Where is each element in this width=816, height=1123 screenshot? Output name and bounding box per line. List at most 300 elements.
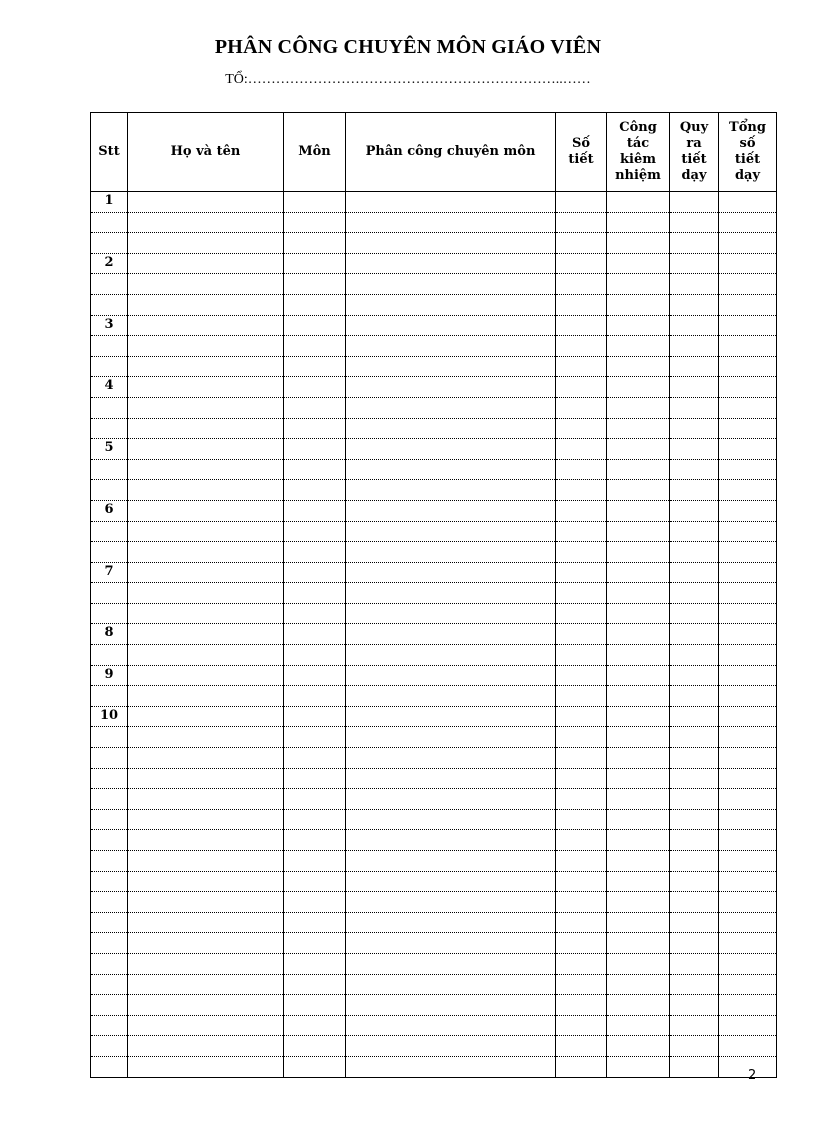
- blank-cell: [556, 212, 607, 233]
- blank-cell: [284, 1015, 346, 1036]
- blank-cell: [346, 253, 556, 274]
- blank-cell: [346, 439, 556, 460]
- row-number-cell: [91, 933, 128, 954]
- blank-cell: [556, 953, 607, 974]
- blank-cell: [670, 665, 719, 686]
- blank-cell: [719, 500, 777, 521]
- blank-cell: [284, 542, 346, 563]
- blank-cell: [607, 377, 670, 398]
- table-row: [91, 1056, 777, 1077]
- blank-cell: [607, 1015, 670, 1036]
- row-number-cell: 9: [91, 665, 128, 686]
- row-number-cell: [91, 542, 128, 563]
- blank-cell: [284, 253, 346, 274]
- blank-cell: [556, 706, 607, 727]
- blank-cell: [670, 995, 719, 1016]
- table-row: [91, 624, 777, 645]
- blank-cell: [670, 1015, 719, 1036]
- blank-cell: [128, 953, 284, 974]
- table-row: [91, 212, 777, 233]
- blank-cell: [719, 871, 777, 892]
- blank-cell: [346, 562, 556, 583]
- row-number-cell: [91, 995, 128, 1016]
- blank-cell: [556, 439, 607, 460]
- table-row: [91, 809, 777, 830]
- blank-cell: [607, 706, 670, 727]
- blank-cell: [284, 418, 346, 439]
- blank-cell: [670, 253, 719, 274]
- blank-cell: [284, 500, 346, 521]
- blank-cell: [556, 686, 607, 707]
- blank-cell: [719, 274, 777, 295]
- blank-cell: [346, 995, 556, 1016]
- blank-cell: [284, 768, 346, 789]
- blank-cell: [128, 851, 284, 872]
- blank-cell: [719, 809, 777, 830]
- row-number-cell: [91, 768, 128, 789]
- blank-cell: [284, 294, 346, 315]
- blank-cell: [556, 500, 607, 521]
- table-row: [91, 356, 777, 377]
- blank-cell: [719, 933, 777, 954]
- blank-cell: [556, 459, 607, 480]
- assignment-table: [90, 112, 777, 1078]
- blank-cell: [346, 315, 556, 336]
- blank-cell: [346, 830, 556, 851]
- blank-cell: [556, 377, 607, 398]
- blank-cell: [607, 315, 670, 336]
- row-number-cell: [91, 789, 128, 810]
- blank-cell: [556, 727, 607, 748]
- row-number-cell: [91, 583, 128, 604]
- blank-cell: [346, 789, 556, 810]
- blank-cell: [719, 397, 777, 418]
- blank-cell: [346, 459, 556, 480]
- table-row: [91, 851, 777, 872]
- blank-cell: [607, 665, 670, 686]
- row-number-cell: [91, 1056, 128, 1077]
- blank-cell: [719, 562, 777, 583]
- blank-cell: [607, 294, 670, 315]
- blank-cell: [607, 1036, 670, 1057]
- row-number-cell: 5: [91, 439, 128, 460]
- table-row: [91, 1036, 777, 1057]
- blank-cell: [556, 665, 607, 686]
- blank-cell: [346, 706, 556, 727]
- blank-cell: [128, 1036, 284, 1057]
- blank-cell: [556, 912, 607, 933]
- blank-cell: [284, 192, 346, 213]
- blank-cell: [556, 480, 607, 501]
- blank-cell: [284, 397, 346, 418]
- blank-cell: [556, 871, 607, 892]
- blank-cell: [719, 418, 777, 439]
- blank-cell: [719, 356, 777, 377]
- blank-cell: [670, 974, 719, 995]
- blank-cell: [128, 418, 284, 439]
- blank-cell: [128, 892, 284, 913]
- table-row: [91, 706, 777, 727]
- blank-cell: [346, 912, 556, 933]
- blank-cell: [284, 603, 346, 624]
- blank-cell: [607, 851, 670, 872]
- blank-cell: [607, 192, 670, 213]
- blank-cell: [556, 356, 607, 377]
- blank-cell: [284, 830, 346, 851]
- table-row: [91, 974, 777, 995]
- blank-cell: [556, 562, 607, 583]
- blank-cell: [719, 1015, 777, 1036]
- table-row: [91, 645, 777, 666]
- table-row: [91, 789, 777, 810]
- blank-cell: [284, 809, 346, 830]
- blank-cell: [556, 748, 607, 769]
- column-header: Số tiết: [556, 113, 607, 192]
- row-number-cell: [91, 645, 128, 666]
- blank-cell: [284, 851, 346, 872]
- blank-cell: [128, 315, 284, 336]
- row-number-cell: [91, 892, 128, 913]
- table-row: [91, 933, 777, 954]
- blank-cell: [607, 500, 670, 521]
- blank-cell: [670, 542, 719, 563]
- blank-cell: [346, 397, 556, 418]
- row-number-cell: [91, 871, 128, 892]
- blank-cell: [346, 665, 556, 686]
- blank-cell: [607, 459, 670, 480]
- blank-cell: [670, 397, 719, 418]
- blank-cell: [346, 500, 556, 521]
- blank-cell: [670, 871, 719, 892]
- column-header: Môn: [284, 113, 346, 192]
- blank-cell: [346, 892, 556, 913]
- row-number-cell: [91, 748, 128, 769]
- blank-cell: [284, 274, 346, 295]
- blank-cell: [556, 995, 607, 1016]
- blank-cell: [670, 624, 719, 645]
- blank-cell: [556, 933, 607, 954]
- table-row: [91, 542, 777, 563]
- table-row: [91, 830, 777, 851]
- row-number-cell: [91, 974, 128, 995]
- blank-cell: [346, 356, 556, 377]
- blank-cell: [128, 356, 284, 377]
- blank-cell: [719, 974, 777, 995]
- team-line: TỔ:…………………………………………………………..……: [225, 72, 591, 87]
- table-row: [91, 459, 777, 480]
- blank-cell: [607, 809, 670, 830]
- blank-cell: [346, 274, 556, 295]
- blank-cell: [607, 480, 670, 501]
- blank-cell: [128, 603, 284, 624]
- blank-cell: [607, 336, 670, 357]
- blank-cell: [346, 1056, 556, 1077]
- blank-cell: [128, 1056, 284, 1077]
- blank-cell: [346, 603, 556, 624]
- row-number-cell: [91, 397, 128, 418]
- row-number-cell: [91, 418, 128, 439]
- blank-cell: [719, 336, 777, 357]
- blank-cell: [607, 953, 670, 974]
- blank-cell: [284, 521, 346, 542]
- blank-cell: [670, 356, 719, 377]
- blank-cell: [719, 727, 777, 748]
- table-row: [91, 995, 777, 1016]
- blank-cell: [284, 562, 346, 583]
- blank-cell: [346, 480, 556, 501]
- blank-cell: [128, 624, 284, 645]
- row-number-cell: [91, 233, 128, 254]
- row-number-cell: [91, 686, 128, 707]
- blank-cell: [719, 1036, 777, 1057]
- document-title: PHÂN CÔNG CHUYÊN MÔN GIÁO VIÊN: [214, 36, 602, 58]
- blank-cell: [719, 603, 777, 624]
- blank-cell: [556, 1015, 607, 1036]
- blank-cell: [128, 459, 284, 480]
- blank-cell: [346, 233, 556, 254]
- table-row: [91, 603, 777, 624]
- blank-cell: [346, 645, 556, 666]
- blank-cell: [128, 500, 284, 521]
- blank-cell: [346, 542, 556, 563]
- blank-cell: [670, 294, 719, 315]
- blank-cell: [556, 336, 607, 357]
- blank-cell: [670, 233, 719, 254]
- blank-cell: [719, 439, 777, 460]
- blank-cell: [128, 768, 284, 789]
- blank-cell: [719, 953, 777, 974]
- blank-cell: [556, 583, 607, 604]
- row-number-cell: [91, 809, 128, 830]
- blank-cell: [607, 397, 670, 418]
- blank-cell: [284, 377, 346, 398]
- blank-cell: [670, 727, 719, 748]
- blank-cell: [607, 212, 670, 233]
- blank-cell: [670, 336, 719, 357]
- blank-cell: [670, 892, 719, 913]
- blank-cell: [670, 851, 719, 872]
- blank-cell: [719, 480, 777, 501]
- blank-cell: [284, 1056, 346, 1077]
- table-row: [91, 274, 777, 295]
- row-number-cell: [91, 336, 128, 357]
- page-number: 2: [748, 1068, 757, 1083]
- row-number-cell: [91, 953, 128, 974]
- row-number-cell: 7: [91, 562, 128, 583]
- blank-cell: [607, 253, 670, 274]
- blank-cell: [670, 377, 719, 398]
- blank-cell: [128, 871, 284, 892]
- blank-cell: [128, 706, 284, 727]
- blank-cell: [719, 665, 777, 686]
- blank-cell: [128, 933, 284, 954]
- blank-cell: [607, 418, 670, 439]
- blank-cell: [284, 459, 346, 480]
- row-number-cell: 1: [91, 192, 128, 213]
- blank-cell: [556, 768, 607, 789]
- blank-cell: [719, 624, 777, 645]
- blank-cell: [128, 830, 284, 851]
- blank-cell: [556, 315, 607, 336]
- blank-cell: [670, 562, 719, 583]
- table-row: [91, 521, 777, 542]
- blank-cell: [346, 953, 556, 974]
- blank-cell: [556, 851, 607, 872]
- blank-cell: [719, 645, 777, 666]
- blank-cell: [284, 727, 346, 748]
- blank-cell: [607, 233, 670, 254]
- blank-cell: [719, 192, 777, 213]
- blank-cell: [719, 233, 777, 254]
- blank-cell: [128, 727, 284, 748]
- blank-cell: [346, 851, 556, 872]
- row-number-cell: [91, 356, 128, 377]
- blank-cell: [346, 748, 556, 769]
- blank-cell: [719, 912, 777, 933]
- column-header: Stt: [91, 113, 128, 192]
- blank-cell: [346, 871, 556, 892]
- blank-cell: [346, 727, 556, 748]
- blank-cell: [346, 521, 556, 542]
- blank-cell: [284, 706, 346, 727]
- table-body: [91, 192, 777, 1078]
- blank-cell: [670, 706, 719, 727]
- blank-cell: [607, 603, 670, 624]
- row-number-cell: 6: [91, 500, 128, 521]
- blank-cell: [346, 809, 556, 830]
- blank-cell: [719, 789, 777, 810]
- table-row: [91, 562, 777, 583]
- table-row: [91, 912, 777, 933]
- column-header: Công tác kiêm nhiệm: [607, 113, 670, 192]
- blank-cell: [670, 192, 719, 213]
- row-number-cell: 10: [91, 706, 128, 727]
- blank-cell: [556, 542, 607, 563]
- blank-cell: [128, 253, 284, 274]
- blank-cell: [346, 377, 556, 398]
- blank-cell: [607, 583, 670, 604]
- blank-cell: [556, 294, 607, 315]
- row-number-cell: 2: [91, 253, 128, 274]
- blank-cell: [128, 645, 284, 666]
- blank-cell: [670, 583, 719, 604]
- blank-cell: [556, 1036, 607, 1057]
- blank-cell: [128, 974, 284, 995]
- blank-cell: [607, 830, 670, 851]
- blank-cell: [719, 583, 777, 604]
- blank-cell: [607, 768, 670, 789]
- blank-cell: [719, 768, 777, 789]
- blank-cell: [670, 748, 719, 769]
- blank-cell: [284, 356, 346, 377]
- blank-cell: [284, 953, 346, 974]
- blank-cell: [719, 521, 777, 542]
- blank-cell: [556, 1056, 607, 1077]
- blank-cell: [556, 274, 607, 295]
- blank-cell: [607, 645, 670, 666]
- table-row: [91, 294, 777, 315]
- blank-cell: [346, 624, 556, 645]
- blank-cell: [670, 459, 719, 480]
- blank-cell: [670, 315, 719, 336]
- blank-cell: [556, 789, 607, 810]
- blank-cell: [284, 233, 346, 254]
- blank-cell: [607, 748, 670, 769]
- blank-cell: [128, 439, 284, 460]
- blank-cell: [128, 233, 284, 254]
- blank-cell: [284, 912, 346, 933]
- column-header: Tổng số tiết dạy: [719, 113, 777, 192]
- blank-cell: [670, 212, 719, 233]
- table-row: [91, 953, 777, 974]
- blank-cell: [128, 809, 284, 830]
- blank-cell: [284, 336, 346, 357]
- blank-cell: [284, 315, 346, 336]
- blank-cell: [284, 789, 346, 810]
- blank-cell: [128, 912, 284, 933]
- blank-cell: [607, 974, 670, 995]
- blank-cell: [607, 892, 670, 913]
- blank-cell: [556, 192, 607, 213]
- blank-cell: [607, 521, 670, 542]
- row-number-cell: [91, 727, 128, 748]
- blank-cell: [284, 439, 346, 460]
- row-number-cell: [91, 459, 128, 480]
- table-row: [91, 1015, 777, 1036]
- blank-cell: [556, 645, 607, 666]
- blank-cell: [284, 686, 346, 707]
- blank-cell: [128, 665, 284, 686]
- row-number-cell: [91, 521, 128, 542]
- blank-cell: [128, 995, 284, 1016]
- blank-cell: [670, 439, 719, 460]
- blank-cell: [346, 192, 556, 213]
- blank-cell: [284, 624, 346, 645]
- blank-cell: [128, 192, 284, 213]
- blank-cell: [346, 933, 556, 954]
- blank-cell: [128, 336, 284, 357]
- row-number-cell: 3: [91, 315, 128, 336]
- blank-cell: [556, 830, 607, 851]
- blank-cell: [556, 233, 607, 254]
- blank-cell: [607, 912, 670, 933]
- blank-cell: [346, 768, 556, 789]
- blank-cell: [719, 851, 777, 872]
- table-row: [91, 768, 777, 789]
- blank-cell: [719, 830, 777, 851]
- blank-cell: [284, 665, 346, 686]
- blank-cell: [607, 789, 670, 810]
- blank-cell: [346, 336, 556, 357]
- table-row: [91, 315, 777, 336]
- blank-cell: [670, 830, 719, 851]
- row-number-cell: [91, 274, 128, 295]
- blank-cell: [128, 583, 284, 604]
- blank-cell: [719, 748, 777, 769]
- blank-cell: [128, 1015, 284, 1036]
- blank-cell: [670, 418, 719, 439]
- column-header: Họ và tên: [128, 113, 284, 192]
- blank-cell: [128, 294, 284, 315]
- blank-cell: [670, 809, 719, 830]
- table-row: [91, 871, 777, 892]
- blank-cell: [346, 974, 556, 995]
- blank-cell: [719, 892, 777, 913]
- blank-cell: [670, 768, 719, 789]
- row-number-cell: 8: [91, 624, 128, 645]
- blank-cell: [346, 212, 556, 233]
- blank-cell: [346, 686, 556, 707]
